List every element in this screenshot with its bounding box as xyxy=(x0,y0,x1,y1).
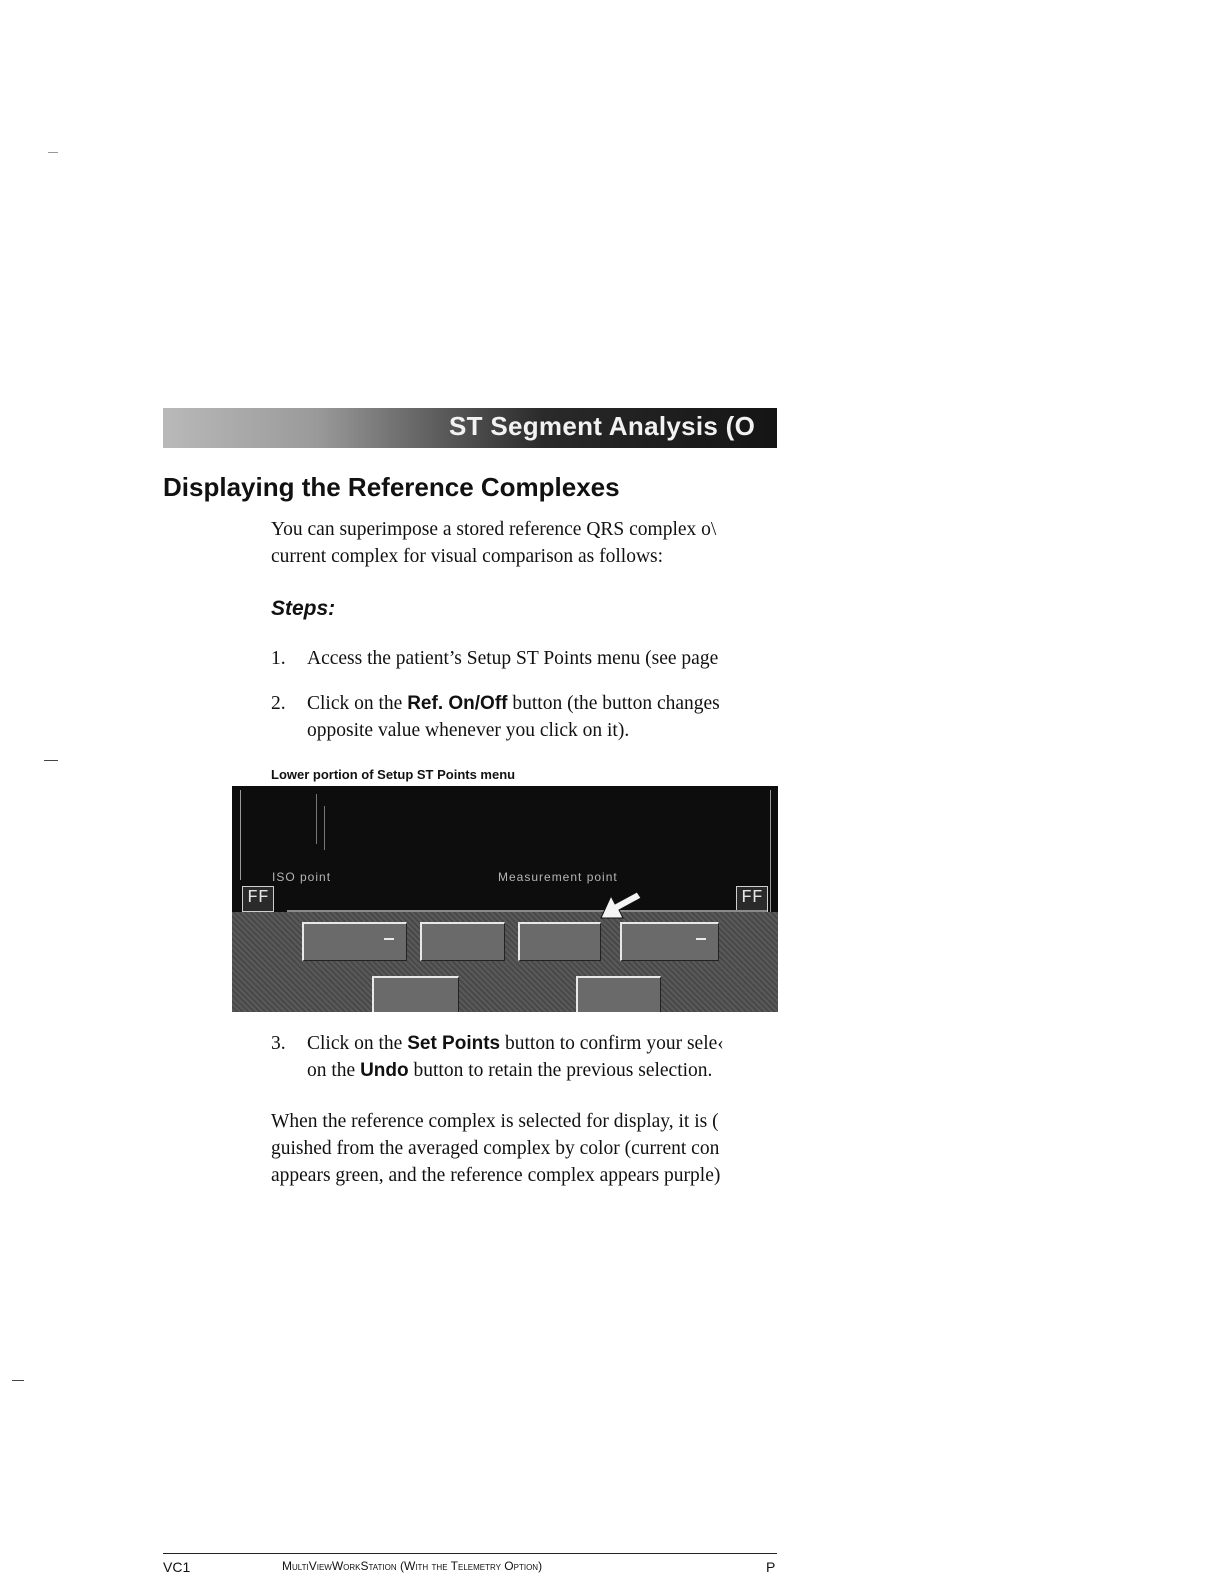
scan-mark xyxy=(48,152,58,153)
step-number: 2. xyxy=(271,693,286,714)
step-text: Access the patient’s Setup ST Points menu (see page xyxy=(307,648,719,669)
page-heading: Displaying the Reference Complexes xyxy=(163,472,620,502)
step-number: 1. xyxy=(271,648,286,669)
footer-page-ref: P xyxy=(766,1559,776,1575)
step-line xyxy=(307,690,720,717)
step-text-fragment: Click on the xyxy=(307,1033,408,1054)
step-text xyxy=(307,690,720,744)
menu-button[interactable] xyxy=(302,922,407,961)
intro-line: You can superimpose a stored reference QRS complex o\ xyxy=(271,519,717,540)
footer-rule xyxy=(163,1553,777,1554)
closing-line: guished from the averaged complex by color (current con xyxy=(271,1138,720,1159)
footer-section-code: VC1 xyxy=(163,1559,191,1575)
step-item xyxy=(271,1030,791,1090)
menu-button[interactable] xyxy=(620,922,719,961)
waveform-marker xyxy=(324,806,325,850)
menu-button[interactable] xyxy=(576,976,661,1012)
iso-point-label: ISO point xyxy=(272,870,332,884)
menu-button[interactable] xyxy=(372,976,459,1012)
step-text-fragment: button to retain the previous selection. xyxy=(408,1060,713,1081)
ff-left-button[interactable]: FF xyxy=(242,886,274,912)
step-text-fragment: Click on the xyxy=(307,693,408,714)
banner-title: ST Segment Analysis (O xyxy=(449,411,756,441)
section-banner xyxy=(163,408,777,448)
intro-line: current complex for visual comparison as follows: xyxy=(271,546,664,567)
step-number: 3. xyxy=(271,1033,286,1054)
ref-onoff-button-label: Ref. On/Off xyxy=(407,693,508,714)
figure-caption: Lower portion of Setup ST Points menu xyxy=(271,767,516,782)
closing-line: appears green, and the reference complex appears purple) xyxy=(271,1165,721,1186)
closing-line: When the reference complex is selected for display, it is ( xyxy=(271,1111,719,1132)
scan-mark xyxy=(12,1380,24,1381)
setup-st-points-screenshot xyxy=(232,786,778,1012)
step-text-fragment: button to confirm your sele‹ xyxy=(500,1033,724,1054)
waveform-marker xyxy=(316,794,317,844)
step-text xyxy=(307,1030,724,1084)
scan-mark xyxy=(44,760,58,761)
menu-button[interactable] xyxy=(420,922,505,961)
panel-edge xyxy=(240,790,241,880)
step-item xyxy=(271,645,791,675)
step-line: opposite value whenever you click on it). xyxy=(307,720,630,741)
measurement-point-label: Measurement point xyxy=(498,870,618,884)
button-tick xyxy=(696,938,706,940)
step-text-fragment: button (the button changes xyxy=(507,693,720,714)
closing-paragraph xyxy=(271,1108,720,1189)
undo-button-label: Undo xyxy=(360,1060,409,1081)
steps-heading: Steps: xyxy=(271,597,336,620)
pointer-arrow-icon xyxy=(597,886,647,926)
step-text-fragment: on the xyxy=(307,1060,361,1081)
button-tick xyxy=(384,938,394,940)
ff-right-button[interactable]: FF xyxy=(736,886,768,912)
step-line xyxy=(307,1057,724,1084)
menu-button[interactable] xyxy=(518,922,601,961)
footer-product-name: MultiViewWorkStation (With the Telemetry Option) xyxy=(282,1559,543,1573)
step-item xyxy=(271,690,791,750)
intro-paragraph xyxy=(271,516,716,570)
menu-divider xyxy=(287,910,767,912)
set-points-button-label: Set Points xyxy=(407,1033,501,1054)
step-line xyxy=(307,1030,724,1057)
